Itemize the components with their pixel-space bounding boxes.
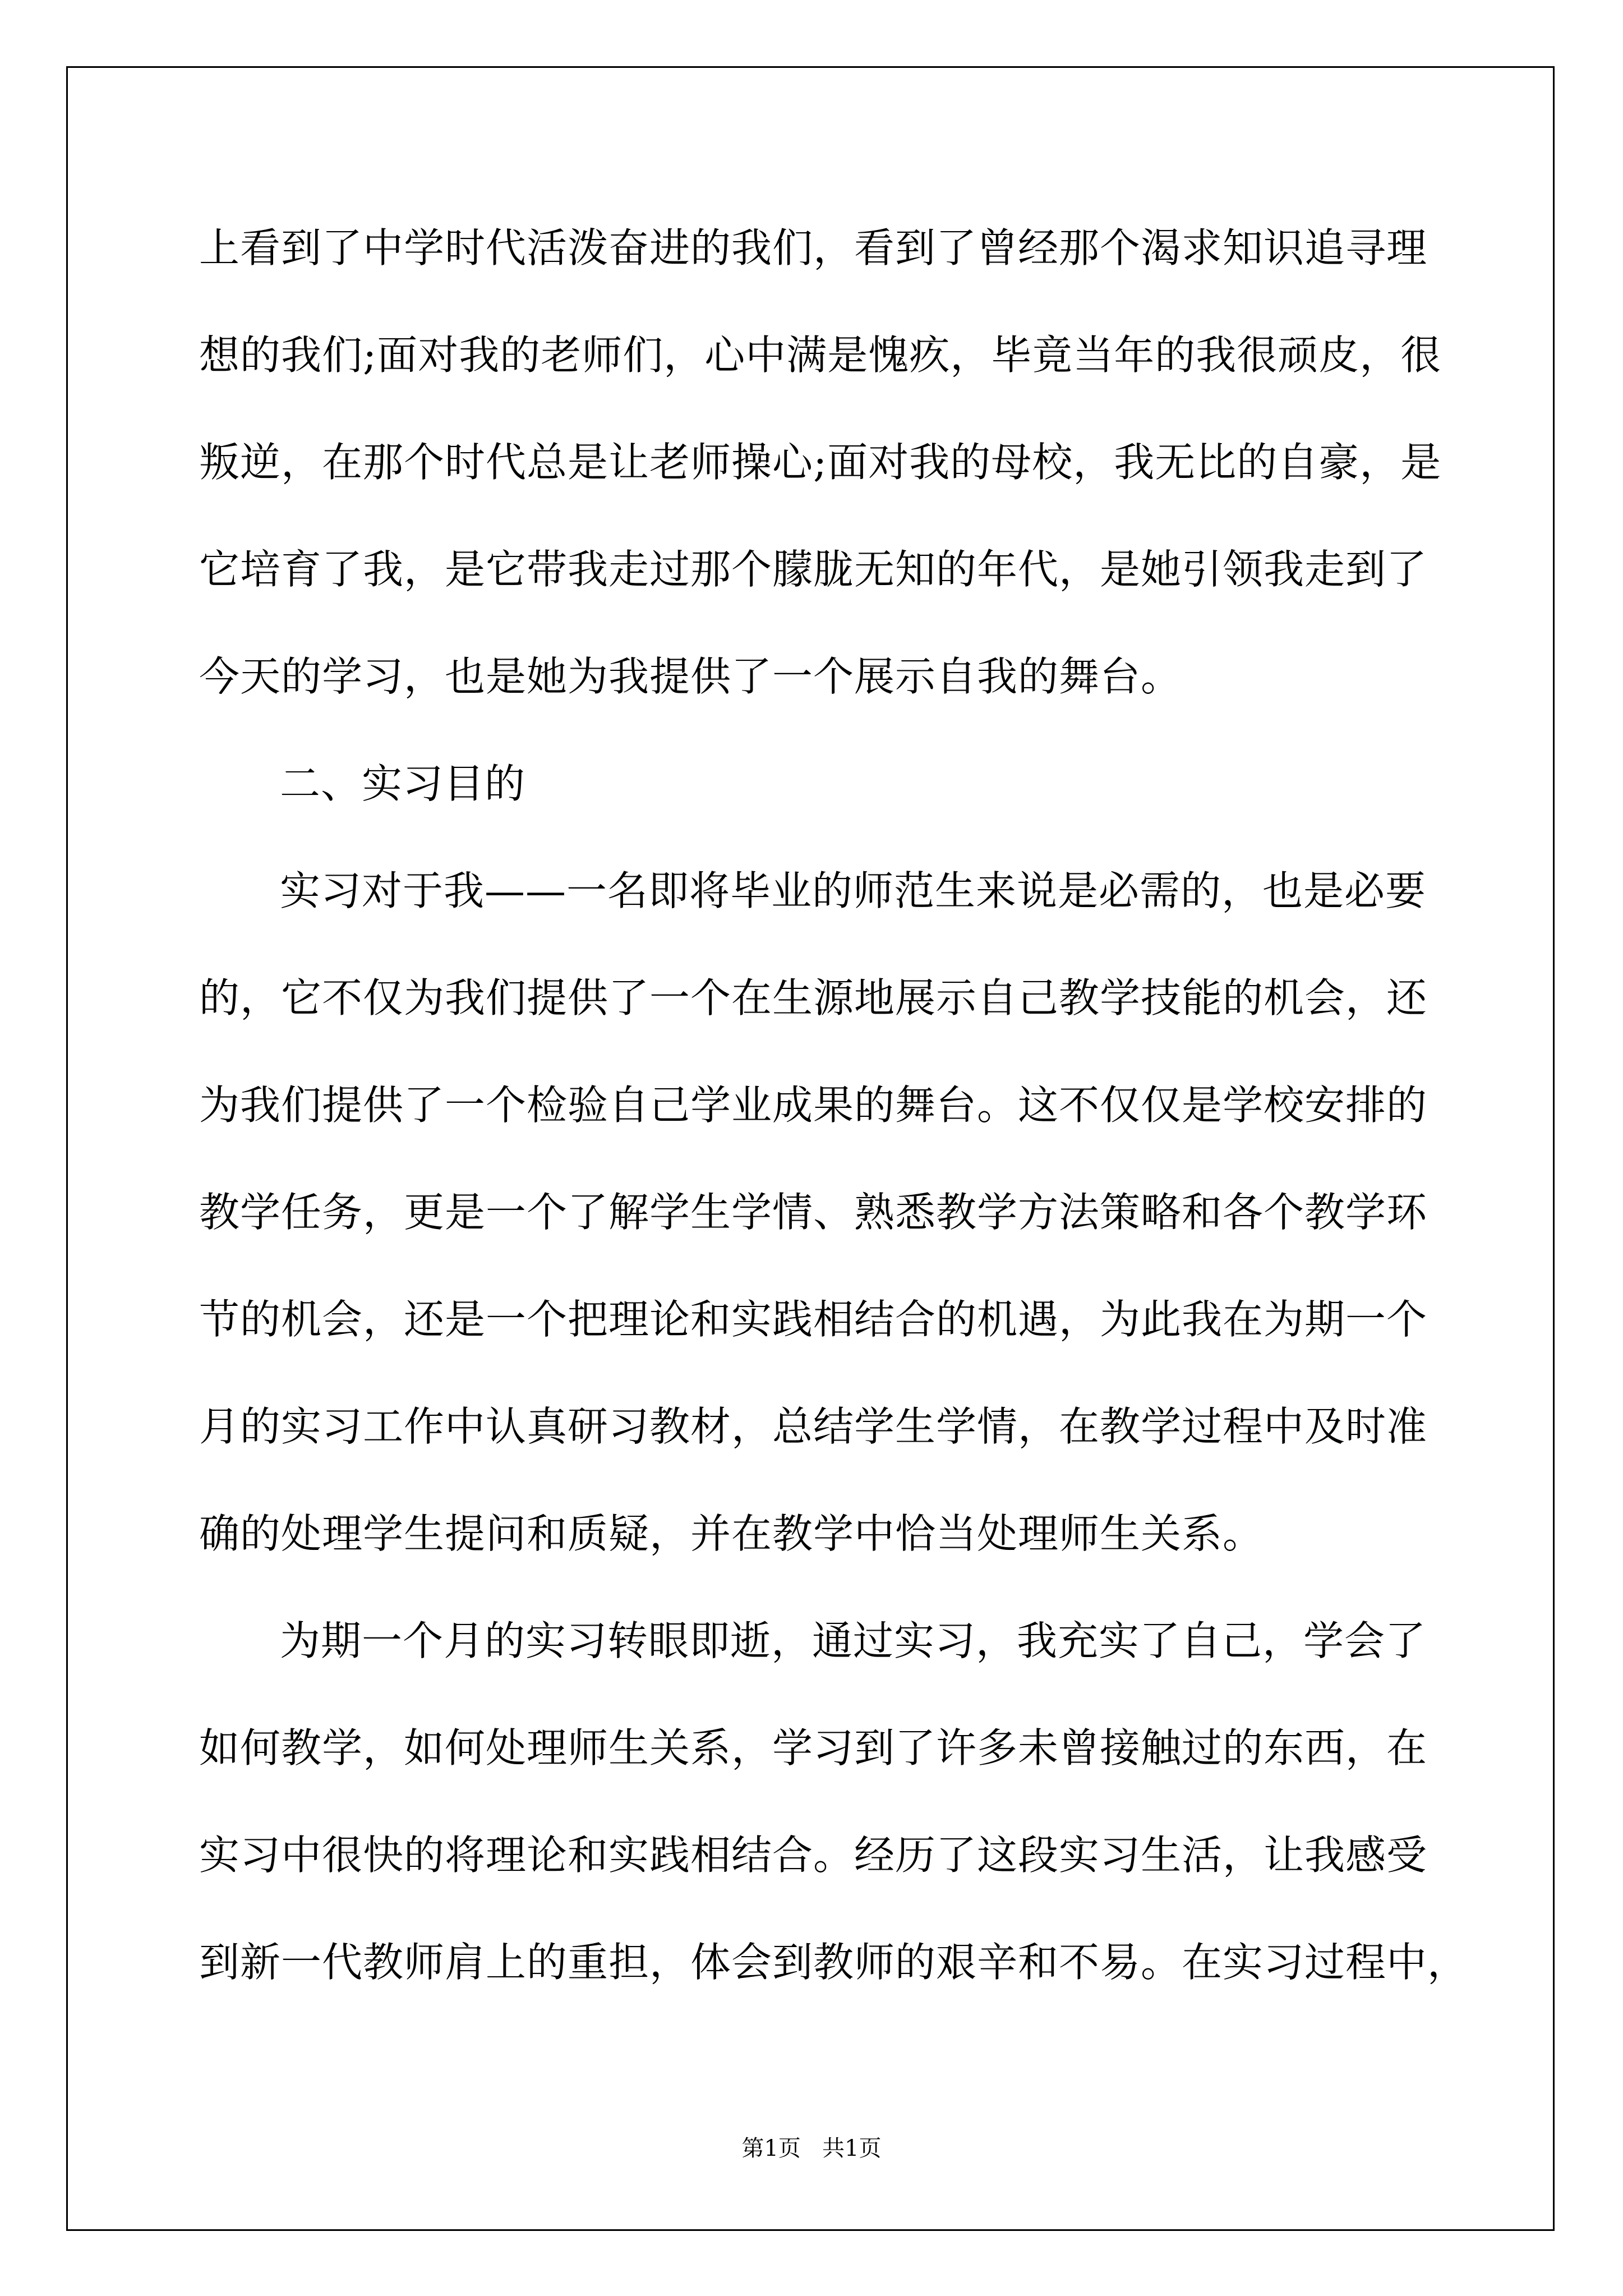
text-line: 如何教学，如何处理师生关系，学习到了许多未曾接触过的东西，在 xyxy=(199,1724,1428,1772)
text-line: 今天的学习，也是她为我提供了一个展示自我的舞台。 xyxy=(199,653,1182,700)
text-line: 节的机会，还是一个把理论和实践相结合的机遇，为此我在为期一个 xyxy=(199,1296,1428,1343)
page-footer: 第1页 共1页 xyxy=(741,2136,882,2161)
text-line: 的，它不仅为我们提供了一个在生源地展示自己教学技能的机会，还 xyxy=(199,974,1428,1022)
document-body xyxy=(199,214,1469,2036)
text-line: 它培育了我，是它带我走过那个朦胧无知的年代，是她引领我走到了 xyxy=(199,546,1428,593)
text-line: 月的实习工作中认真研习教材，总结学生学情，在教学过程中及时准 xyxy=(199,1403,1428,1450)
paragraph-start: 为期一个月的实习转眼即逝，通过实习，我充实了自己，学会了 xyxy=(280,1617,1427,1664)
section-heading: 二、实习目的 xyxy=(280,760,526,807)
text-line: 到新一代教师肩上的重担，体会到教师的艰辛和不易。在实习过程中， xyxy=(199,1939,1469,1986)
text-line: 叛逆，在那个时代总是让老师操心;面对我的母校，我无比的自豪，是 xyxy=(199,439,1442,486)
text-line: 确的处理学生提问和质疑，并在教学中恰当处理师生关系。 xyxy=(199,1510,1264,1557)
text-line: 上看到了中学时代活泼奋进的我们，看到了曾经那个渴求知识追寻理 xyxy=(199,224,1428,272)
text-line: 教学任务，更是一个了解学生学情、熟悉教学方法策略和各个教学环 xyxy=(199,1189,1428,1236)
text-line: 想的我们;面对我的老师们，心中满是愧疚，毕竟当年的我很顽皮，很 xyxy=(199,332,1442,379)
text-line: 为我们提供了一个检验自己学业成果的舞台。这不仅仅是学校安排的 xyxy=(199,1082,1428,1129)
text-line: 实习中很快的将理论和实践相结合。经历了这段实习生活，让我感受 xyxy=(199,1832,1428,1879)
paragraph-start: 实习对于我——一名即将毕业的师范生来说是必需的，也是必要 xyxy=(280,867,1427,914)
